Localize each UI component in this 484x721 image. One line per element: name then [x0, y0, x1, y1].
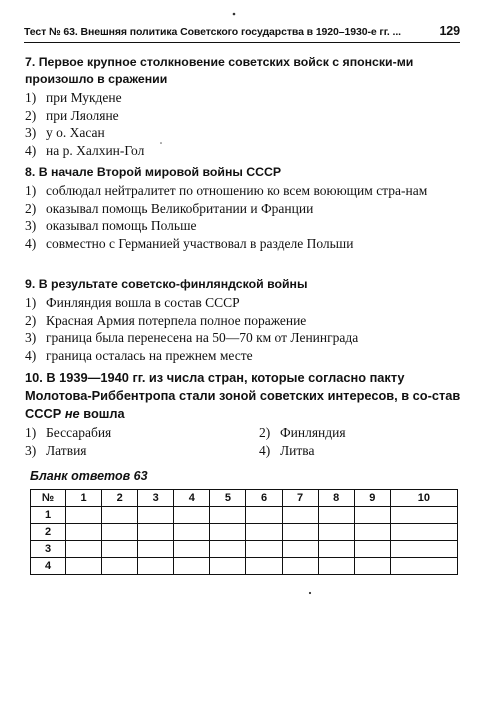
option-text: совместно с Германией участвовал в разделе Польши [46, 235, 354, 251]
answer-sheet-title: Бланк ответов 63 [30, 469, 148, 483]
option-number: 1) [25, 295, 37, 310]
question-7-number: 7. [25, 55, 36, 69]
speck [233, 13, 236, 16]
option-text: соблюдал нейтралитет по отношению ко всем воюющим стра-нам [46, 183, 428, 198]
option-text: у о. Хасан [46, 125, 105, 140]
option-number: 2) [25, 312, 37, 328]
column-header: 10 [390, 490, 457, 507]
speck [160, 142, 162, 144]
question-10-number: 10. [25, 370, 43, 385]
option-text: граница осталась на прежнем месте [46, 347, 253, 363]
row-header: 1 [31, 507, 66, 524]
option-number: 2) [25, 200, 37, 216]
question-10-stem: В 1939—1940 гг. из числа стран, которые согласно пакту Молотова-Риббентропа стали зоной советских интересов, в со-став СССР [25, 370, 461, 421]
column-header: 1 [66, 490, 102, 507]
option-text: Литва [280, 442, 315, 458]
option-text: Красная Армия потерпела полное поражение [46, 312, 307, 328]
option-number: 1) [25, 183, 37, 198]
option-number: 4) [259, 442, 271, 458]
option-number: 2) [25, 107, 37, 123]
question-7-stem: Первое крупное столкновение советских войск с японски-ми произошло в сражении [25, 55, 414, 86]
option-number: 1) [25, 425, 37, 440]
question-8-stem: В начале Второй мировой войны СССР [38, 165, 282, 179]
option-text: оказывал помощь Великобритании и Франции [46, 200, 314, 216]
question-9-number: 9. [25, 277, 36, 291]
option-number: 3) [25, 218, 37, 233]
option-number: 2) [259, 425, 271, 440]
option-number: 1) [25, 90, 37, 105]
option-text: Латвия [46, 442, 87, 458]
option-number: 4) [25, 235, 37, 251]
column-header: 4 [174, 490, 210, 507]
option-text: Бессарабия [46, 425, 112, 440]
page-number: 129 [439, 24, 460, 38]
option-number: 4) [25, 142, 37, 158]
question-10-stem-end: вошла [83, 406, 125, 421]
option-text: Финляндия вошла в состав СССР [46, 295, 240, 310]
option-text: при Ляоляне [46, 107, 119, 123]
option-text: оказывал помощь Польше [46, 218, 197, 233]
row-header: 4 [31, 558, 66, 575]
option-text: на р. Халхин-Гол [46, 142, 145, 158]
question-10-emphasis: не [64, 406, 80, 421]
row-header: 2 [31, 524, 66, 541]
column-header: 5 [210, 490, 246, 507]
option-number: 4) [25, 347, 37, 363]
question-9-stem: В результате советско-финляндской войны [38, 277, 308, 291]
column-header: 9 [354, 490, 390, 507]
column-header: 3 [138, 490, 174, 507]
option-text: граница была перенесена на 50—70 км от Ленинграда [46, 330, 359, 345]
option-text: при Мукдене [46, 90, 122, 105]
column-header: 7 [282, 490, 318, 507]
header-title: Тест № 63. Внешняя политика Советского государства в 1920–1930-е гг. ... [24, 26, 402, 38]
option-number: 3) [25, 442, 37, 458]
column-header: 8 [318, 490, 354, 507]
option-number: 3) [25, 330, 37, 345]
option-text: Финляндия [280, 425, 346, 440]
row-header: 3 [31, 541, 66, 558]
speck [309, 592, 311, 594]
option-number: 3) [25, 125, 37, 140]
question-8-number: 8. [25, 165, 36, 179]
column-header: 6 [246, 490, 282, 507]
corner-header: № [31, 490, 66, 507]
column-header: 2 [102, 490, 138, 507]
